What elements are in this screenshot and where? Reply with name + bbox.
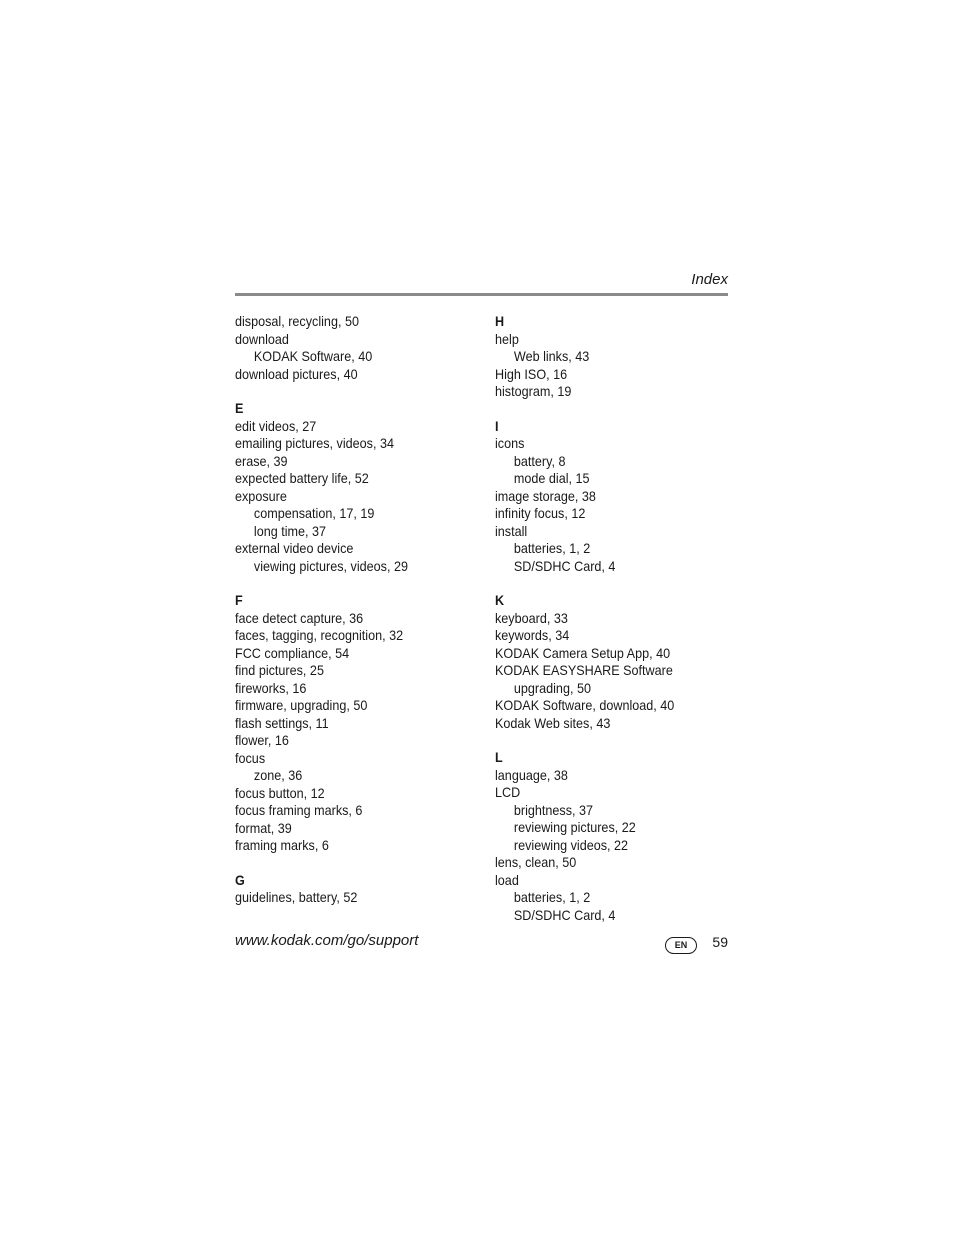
header-rule (235, 293, 728, 296)
index-column-left (235, 313, 460, 907)
index-letter-heading: L (495, 749, 503, 765)
index-entry: focus framing marks, 6 (235, 802, 363, 818)
index-entry: lens, clean, 50 (495, 854, 577, 870)
index-entry: find pictures, 25 (235, 662, 324, 678)
index-group-spacer (495, 732, 720, 749)
index-entry: exposure (235, 487, 287, 504)
index-entry: fireworks, 16 (235, 679, 307, 696)
index-entry: histogram, 19 (495, 383, 572, 399)
index-entry: Kodak Web sites, 43 (495, 714, 611, 731)
index-entry: faces, tagging, recognition, 32 (235, 627, 404, 643)
index-entry: guidelines, battery, 52 (235, 889, 358, 905)
index-entry: language, 38 (495, 766, 568, 783)
index-entry: infinity focus, 12 (495, 505, 586, 521)
index-subentry: SD/SDHC Card, 4 (513, 557, 616, 574)
page-number: 59 (712, 934, 728, 950)
index-group-spacer (235, 855, 460, 872)
index-letter-heading: H (495, 313, 505, 329)
index-subentry: batteries, 1, 2 (513, 540, 591, 556)
index-column-right (495, 313, 720, 924)
index-entry: LCD (495, 784, 521, 800)
running-head: Index (691, 271, 728, 288)
index-subentry: brightness, 37 (513, 801, 594, 818)
index-group-spacer (235, 383, 460, 400)
index-entry: keywords, 34 (495, 627, 570, 643)
index-subentry: zone, 36 (253, 767, 303, 783)
index-entry: download (235, 330, 289, 347)
index-group-spacer (495, 401, 720, 418)
index-entry: erase, 39 (235, 452, 288, 469)
index-subentry: long time, 37 (253, 522, 327, 539)
index-entry: load (495, 871, 519, 888)
index-entry: focus (235, 749, 266, 766)
index-entry: image storage, 38 (495, 487, 596, 504)
index-group-spacer (495, 575, 720, 592)
index-entry: disposal, recycling, 50 (235, 313, 359, 329)
index-entry: keyboard, 33 (495, 609, 568, 626)
index-entry: install (495, 522, 528, 539)
index-subentry: mode dial, 15 (513, 470, 590, 486)
index-entry: external video device (235, 540, 354, 556)
index-subentry: battery, 8 (513, 452, 566, 469)
index-entry: format, 39 (235, 819, 292, 836)
index-letter-heading: G (235, 871, 245, 888)
index-group-spacer (235, 575, 460, 592)
index-entry: icons (495, 435, 525, 451)
index-subentry: batteries, 1, 2 (513, 889, 591, 905)
index-entry: framing marks, 6 (235, 837, 329, 853)
index-entry: flash settings, 11 (235, 714, 329, 731)
index-subentry: reviewing pictures, 22 (513, 819, 636, 835)
index-entry: download pictures, 40 (235, 365, 358, 382)
index-subentry: reviewing videos, 22 (513, 836, 629, 853)
index-entry: help (495, 330, 519, 347)
index-letter-heading: K (495, 592, 505, 608)
index-letter-heading: I (495, 417, 499, 434)
index-entry: KODAK Software, download, 40 (495, 697, 675, 713)
index-subentry: upgrading, 50 (513, 679, 591, 696)
index-entry: edit videos, 27 (235, 417, 317, 434)
index-subentry: viewing pictures, videos, 29 (253, 557, 408, 574)
index-entry: face detect capture, 36 (235, 609, 364, 626)
index-entry: focus button, 12 (235, 784, 325, 801)
index-entry: KODAK EASYSHARE Software (495, 662, 673, 678)
index-subentry: KODAK Software, 40 (253, 348, 373, 364)
index-entry: KODAK Camera Setup App, 40 (495, 644, 671, 661)
index-entry: emailing pictures, videos, 34 (235, 435, 394, 451)
index-entry: FCC compliance, 54 (235, 644, 350, 661)
index-letter-heading: F (235, 592, 243, 608)
index-entry: flower, 16 (235, 732, 289, 748)
index-entry: High ISO, 16 (495, 365, 568, 382)
index-entry: expected battery life, 52 (235, 470, 369, 486)
index-entry: firmware, upgrading, 50 (235, 697, 368, 713)
index-subentry: Web links, 43 (513, 348, 590, 364)
index-letter-heading: E (235, 400, 244, 416)
index-subentry: compensation, 17, 19 (253, 505, 375, 521)
support-url: www.kodak.com/go/support (235, 932, 419, 949)
index-subentry: SD/SDHC Card, 4 (513, 906, 616, 923)
language-badge: EN (665, 937, 697, 954)
